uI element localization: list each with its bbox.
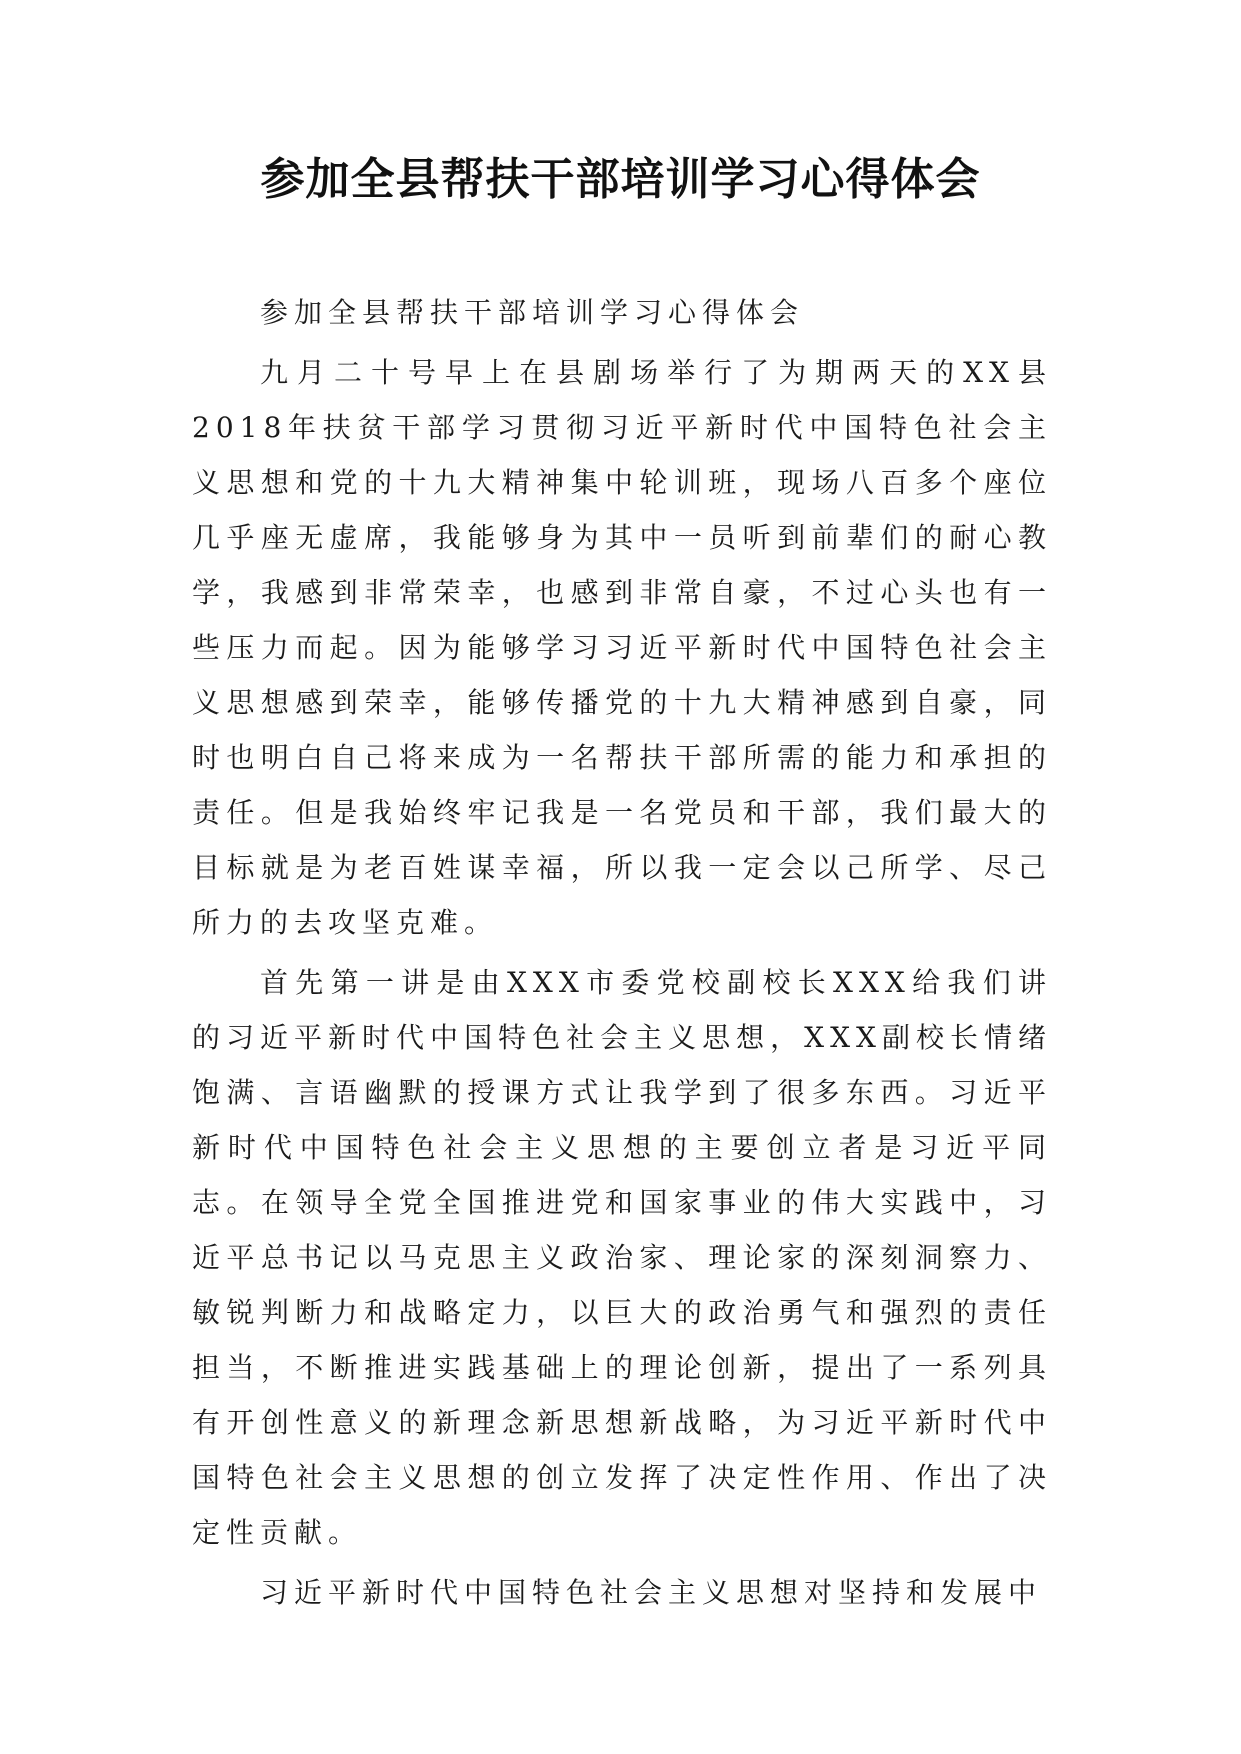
paragraph-heading-repeat: 参加全县帮扶干部培训学习心得体会 xyxy=(260,296,805,329)
paragraph-first-lecture: 首先第一讲是由XXX市委党校副校长XXX给我们讲的习近平新时代中国特色社会主义思想，XXX副校长情绪饱满、言语幽默的授课方式让我学到了很多东西。习近平新时代中国特色社会主义思想的主要创立者是习近平同志。在领导全党全国推进党和国家事业的伟大实践中，习近平总书记以马克思主义政治家、理论家的深刻洞察力、敏锐判断力和战略定力，以巨大的政治勇气和强烈的责任担当，不断推进实践基础上的理论创新，提出了一系列具有开创性意义的新理念新思想新战略，为习近平新时代中国特色社会主义思想的创立发挥了决定性作用、作出了决定性贡献。 xyxy=(192,966,1052,1549)
document-body xyxy=(192,285,1052,1620)
paragraph-continuation: 习近平新时代中国特色社会主义思想对坚持和发展中 xyxy=(260,1576,1043,1609)
document-title: 参加全县帮扶干部培训学习心得体会 xyxy=(260,154,981,205)
paragraph-intro: 九月二十号早上在县剧场举行了为期两天的XX县2018年扶贫干部学习贯彻习近平新时代中国特色社会主义思想和党的十九大精神集中轮训班，现场八百多个座位几乎座无虚席，我能够身为其中一员听到前辈们的耐心教学，我感到非常荣幸，也感到非常自豪，不过心头也有一些压力而起。因为能够学习习近平新时代中国特色社会主义思想感到荣幸，能够传播党的十九大精神感到自豪，同时也明白自己将来成为一名帮扶干部所需的能力和承担的责任。但是我始终牢记我是一名党员和干部，我们最大的目标就是为老百姓谋幸福，所以我一定会以己所学、尽己所力的去攻坚克难。 xyxy=(192,356,1052,939)
